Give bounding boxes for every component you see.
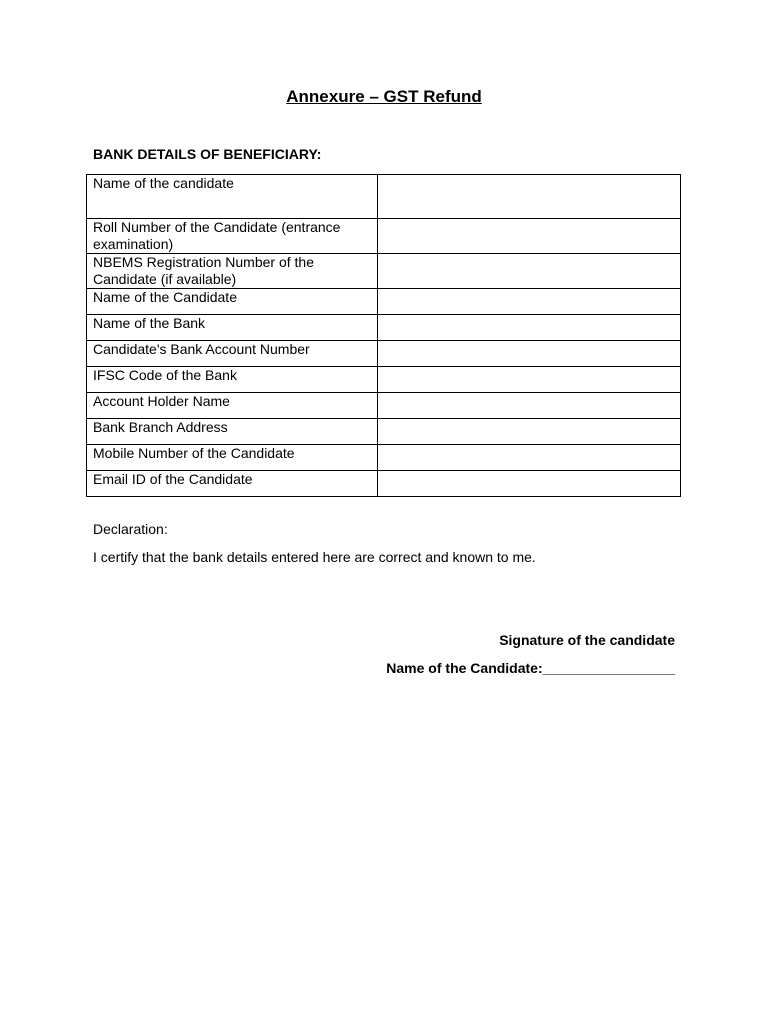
row-label: Mobile Number of the Candidate [87,445,378,471]
table-row [87,471,681,497]
row-value-field[interactable] [378,445,681,471]
row-label: Name of the Bank [87,315,378,341]
table-row [87,341,681,367]
row-label: Name of the Candidate [87,289,378,315]
row-label: Bank Branch Address [87,419,378,445]
table-row [87,367,681,393]
table-row [87,315,681,341]
row-label: Candidate's Bank Account Number [87,341,378,367]
table-row [87,254,681,289]
row-value-field[interactable] [378,175,681,219]
row-label: NBEMS Registration Number of the Candidate (if available) [87,254,378,289]
row-value-field[interactable] [378,289,681,315]
row-value-field[interactable] [378,471,681,497]
row-value-field[interactable] [378,367,681,393]
table-row [87,289,681,315]
table-row [87,393,681,419]
row-value-field[interactable] [378,315,681,341]
row-label: Account Holder Name [87,393,378,419]
declaration-label: Declaration: [93,521,168,537]
row-value-field[interactable] [378,419,681,445]
row-value-field[interactable] [378,219,681,254]
table-row [87,219,681,254]
declaration-text: I certify that the bank details entered here are correct and known to me. [93,549,536,565]
section-heading: BANK DETAILS OF BENEFICIARY: [93,146,322,162]
signature-label: Signature of the candidate [499,632,675,648]
bank-details-table [86,174,681,497]
row-label: IFSC Code of the Bank [87,367,378,393]
row-label: Name of the candidate [87,175,378,219]
table-row [87,175,681,219]
row-value-field[interactable] [378,393,681,419]
row-value-field[interactable] [378,254,681,289]
table-row [87,445,681,471]
candidate-name-line: Name of the Candidate:_________________ [386,660,675,676]
row-label: Email ID of the Candidate [87,471,378,497]
document-title: Annexure – GST Refund [286,87,482,106]
row-value-field[interactable] [378,341,681,367]
table-row [87,419,681,445]
row-label: Roll Number of the Candidate (entrance examination) [87,219,378,254]
